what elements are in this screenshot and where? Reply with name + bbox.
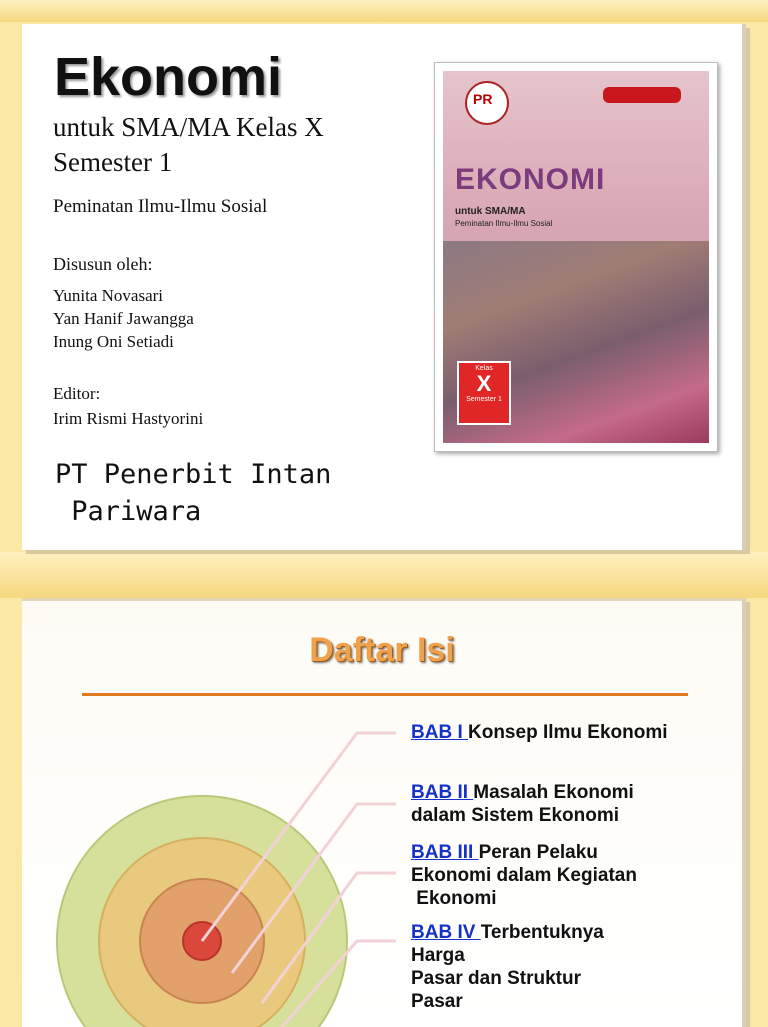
bab-4-link[interactable]: BAB IV xyxy=(411,922,481,943)
middle-band xyxy=(0,552,768,598)
table-of-contents-slide xyxy=(22,598,746,1027)
badge-semester: Semester 1 xyxy=(466,396,502,403)
bab-4-title-cont: Harga xyxy=(411,945,465,966)
badge-kelas: Kelas xyxy=(475,365,493,372)
book-title: Ekonomi xyxy=(54,47,283,107)
toc-item-bab-2 xyxy=(411,781,634,827)
bab-4-title-cont3: Pasar xyxy=(411,991,463,1012)
badge-x: X xyxy=(476,371,492,396)
cover-subtitle: untuk SMA/MA xyxy=(455,206,526,217)
disusun-label: Disusun oleh: xyxy=(53,254,153,274)
book-cover-image xyxy=(434,62,718,452)
toc-item-bab-1 xyxy=(411,721,668,744)
author-name: Yan Hanif Jawangga xyxy=(53,309,194,328)
editor-label: Editor: xyxy=(53,384,101,403)
author-name: Yunita Novasari xyxy=(53,286,164,305)
bab-1-title: Konsep Ilmu Ekonomi xyxy=(468,722,668,743)
bab-3-title-cont: Ekonomi dalam Kegiatan xyxy=(411,865,637,886)
peminatan-text: Peminatan Ilmu-Ilmu Sosial xyxy=(53,196,268,217)
cover-class-badge xyxy=(457,361,511,425)
top-band xyxy=(0,0,768,22)
bab-2-title-cont: dalam Sistem Ekonomi xyxy=(411,805,620,826)
publisher-line1: PT Penerbit Intan xyxy=(55,459,332,490)
bab-4-title-cont2: Pasar dan Struktur xyxy=(411,968,581,989)
editor-name: Irim Rismi Hastyorini xyxy=(53,409,204,428)
author-name: Inung Oni Setiadi xyxy=(53,332,174,351)
toc-title: Daftar Isi xyxy=(309,631,455,669)
author-list xyxy=(53,284,194,353)
cover-title: EKONOMI xyxy=(455,163,606,196)
publisher-name xyxy=(55,456,331,530)
bab-3-title: Peran Pelaku xyxy=(478,842,598,863)
bab-2-title: Masalah Ekonomi xyxy=(473,782,634,803)
cover-logo-text: PR xyxy=(473,91,493,107)
cover-subtitle2: Peminatan Ilmu-Ilmu Sosial xyxy=(455,219,553,228)
publisher-line2: Pariwara xyxy=(55,496,202,527)
book-subtitle-line1: untuk SMA/MA Kelas X xyxy=(53,112,324,142)
cover-label-box xyxy=(603,87,681,103)
book-subtitle-line2: Semester 1 xyxy=(53,147,173,177)
cover-slide xyxy=(22,24,746,550)
concentric-circles-diagram xyxy=(22,601,742,1027)
toc-item-bab-3 xyxy=(411,841,637,910)
bab-2-link[interactable]: BAB II xyxy=(411,782,474,803)
bab-3-link[interactable]: BAB III xyxy=(411,842,479,863)
bab-3-title-cont2: Ekonomi xyxy=(411,888,497,909)
bab-1-link[interactable]: BAB I xyxy=(411,722,468,743)
bab-4-title: Terbentuknya xyxy=(480,922,604,943)
toc-item-bab-4 xyxy=(411,921,604,1013)
